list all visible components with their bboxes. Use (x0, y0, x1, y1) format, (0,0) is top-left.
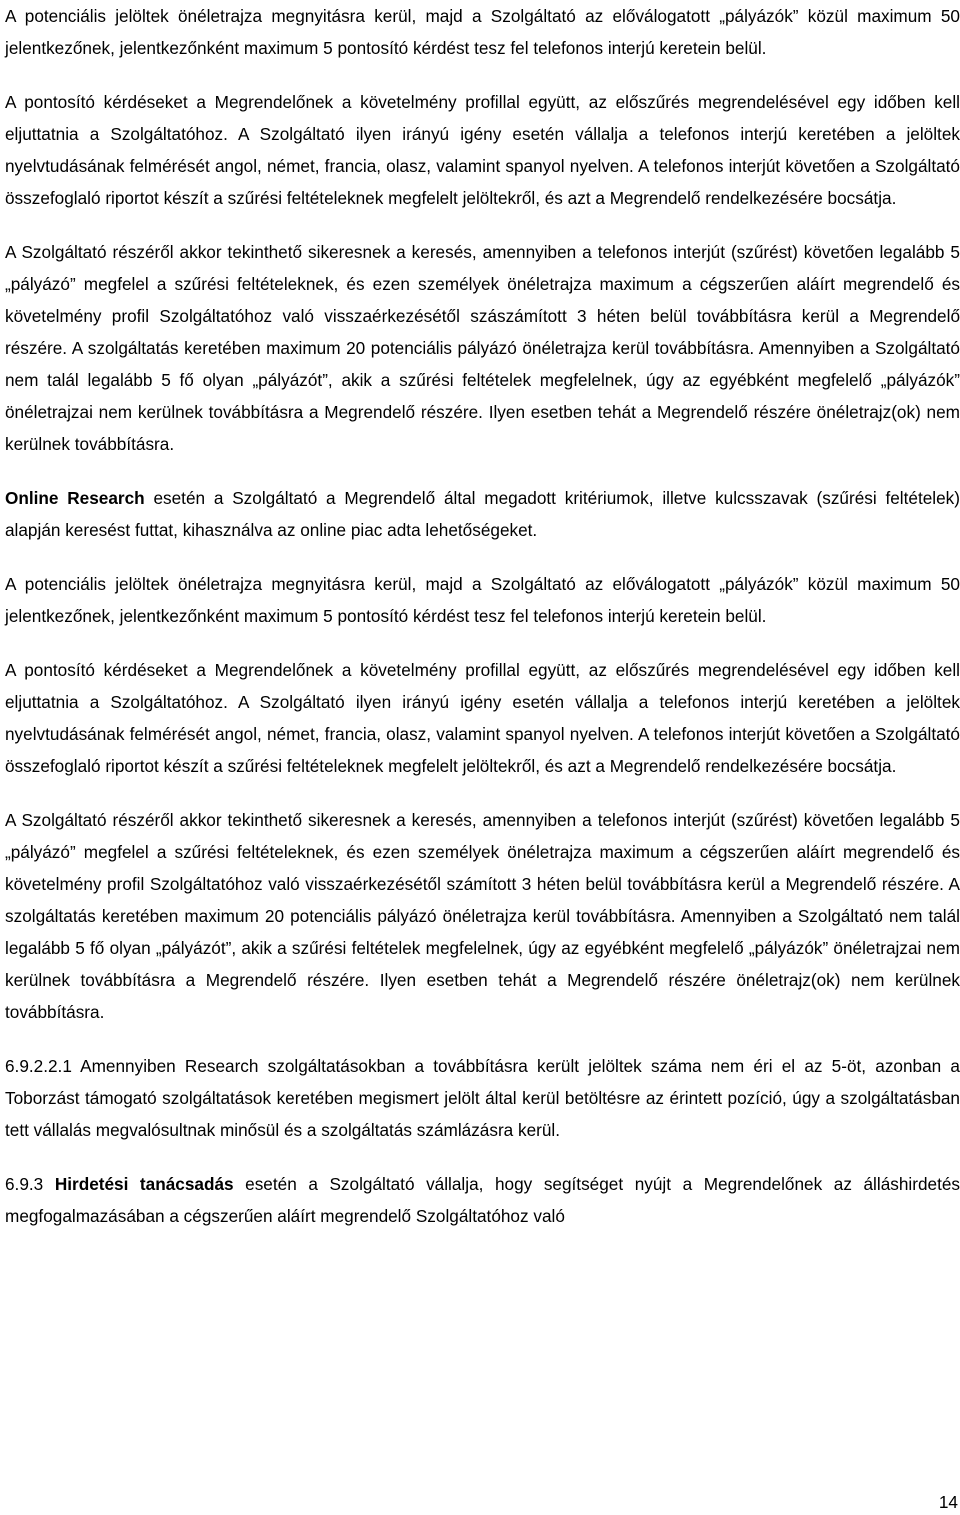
paragraph-4-online-research (5, 482, 960, 546)
paragraph-2: A pontosító kérdéseket a Megrendelőnek a követelmény profillal együtt, az előszűrés megrendelésével egy időben kell eljuttatnia a Szolgáltatóhoz. A Szolgáltató ilyen irányú igény esetén vállalja a telefonos interjú keretében a jelöltek nyelvtudásának felmérését angol, német, francia, olasz, valamint spanyol nyelven. A telefonos interjút követően a Szolgáltató összefoglaló riportot készít a szűrési feltételeknek megfelelt jelöltekről, és azt a Megrendelő rendelkezésére bocsátja. (5, 92, 960, 208)
online-research-lead: Online Research (5, 488, 145, 508)
paragraph-6: A pontosító kérdéseket a Megrendelőnek a követelmény profillal együtt, az előszűrés megrendelésével egy időben kell eljuttatnia a Szolgáltatóhoz. A Szolgáltató ilyen irányú igény esetén vállalja a telefonos interjú keretében a jelöltek nyelvtudásának felmérését angol, német, francia, olasz, valamint spanyol nyelven. A telefonos interjút követően a Szolgáltató összefoglaló riportot készít a szűrési feltételeknek megfelelt jelöltekről, és azt a Megrendelő rendelkezésére bocsátja. (5, 660, 960, 776)
section-number: 6.9.3 (5, 1174, 55, 1194)
document-body (5, 0, 960, 1252)
page-number: 14 (938, 1492, 958, 1512)
paragraph-1: A potenciális jelöltek önéletrajza megnyitásra kerül, majd a Szolgáltató az előválogatott „pályázók” közül maximum 50 jelentkezőnek, jelentkezőnként maximum 5 pontosító kérdést tesz fel telefonos interjú keretein belül. (5, 6, 960, 58)
hirdetesi-tanacsadas-lead: Hirdetési tanácsadás (54, 1174, 234, 1194)
paragraph-9-section-6-9-3 (5, 1168, 960, 1232)
paragraph-8-section-6-9-2-2-1: 6.9.2.2.1 Amennyiben Research szolgáltatásokban a továbbításra került jelöltek száma nem éri el az 5-öt, azonban a Toborzást támogató szolgáltatások keretében megismert jelölt által kerül betöltésre az érintett pozíció, úgy a szolgáltatásban tett vállalás megvalósultnak minősül és a szolgáltatás számlázásra kerül. (5, 1056, 960, 1140)
paragraph-3: A Szolgáltató részéről akkor tekinthető sikeresnek a keresés, amennyiben a telefonos interjút (szűrést) követően legalább 5 „pályázó” megfelel a szűrési feltételeknek, és ezen személyek önéletrajza maximum a cégszerűen aláírt megrendelő és követelmény profil Szolgáltatóhoz való visszaérkezésétől szászámított 3 héten belül továbbításra kerül a Megrendelő részére. A szolgáltatás keretében maximum 20 potenciális pályázó önéletrajza kerül továbbításra. Amennyiben a Szolgáltató nem talál legalább 5 fő olyan „pályázót”, akik a szűrési feltételek megfelelnek, úgy az egyébként megfelelő „pályázók” önéletrajzai nem kerülnek továbbításra a Megrendelő részére. Ilyen esetben tehát a Megrendelő részére önéletrajz(ok) nem kerülnek továbbításra. (5, 242, 960, 454)
paragraph-5: A potenciális jelöltek önéletrajza megnyitásra kerül, majd a Szolgáltató az előválogatott „pályázók” közül maximum 50 jelentkezőnek, jelentkezőnként maximum 5 pontosító kérdést tesz fel telefonos interjú keretein belül. (5, 574, 960, 626)
online-research-text: esetén a Szolgáltató a Megrendelő által megadott kritériumok, illetve kulcsszavak (szűrési feltételek) alapján keresést futtat, kihasználva az online piac adta lehetőségeket. (5, 488, 960, 540)
hirdetesi-tanacsadas-text: esetén a Szolgáltató vállalja, hogy segítséget nyújt a Megrendelőnek az álláshirdetés megfogalmazásában a cégszerűen aláírt megrendelő Szolgáltatóhoz való (5, 1174, 960, 1226)
paragraph-7: A Szolgáltató részéről akkor tekinthető sikeresnek a keresés, amennyiben a telefonos interjút (szűrést) követően legalább 5 „pályázó” megfelel a szűrési feltételeknek, és ezen személyek önéletrajza maximum a cégszerűen aláírt megrendelő és követelmény profil Szolgáltatóhoz való visszaérkezésétől számított 3 héten belül továbbításra kerül a Megrendelő részére. A szolgáltatás keretében maximum 20 potenciális pályázó önéletrajza kerül továbbításra. Amennyiben a Szolgáltató nem talál legalább 5 fő olyan „pályázót”, akik a szűrési feltételek megfelelnek, úgy az egyébként megfelelő „pályázók” önéletrajzai nem kerülnek továbbításra a Megrendelő részére. Ilyen esetben tehát a Megrendelő részére önéletrajz(ok) nem kerülnek továbbításra. (5, 810, 960, 1022)
